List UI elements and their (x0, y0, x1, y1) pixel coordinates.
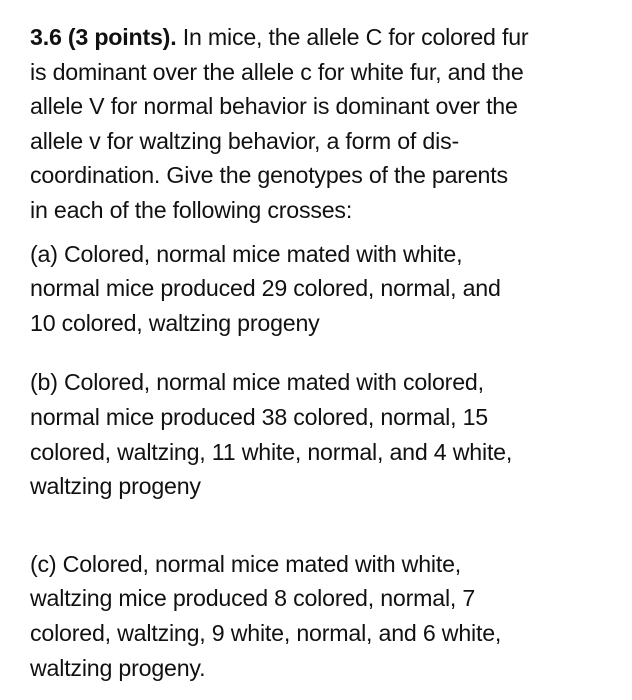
part-c-line-4: waltzing progeny. (30, 654, 206, 681)
part-c (30, 547, 615, 685)
part-a-line-2: normal mice produced 29 colored, normal, and (30, 275, 501, 302)
intro-line-4: allele v for waltzing behavior, a form of dis- (30, 127, 459, 154)
part-a-line-3: 10 colored, waltzing progeny (30, 309, 320, 336)
intro-line-6: in each of the following crosses: (30, 196, 353, 223)
intro-line-1 (30, 20, 615, 55)
part-c-line-1: (c) Colored, normal mice mated with white, (30, 550, 462, 577)
part-b-line-1: (b) Colored, normal mice mated with colored, (30, 369, 484, 396)
intro-line-3: allele V for normal behavior is dominant over the (30, 93, 518, 120)
part-c-line-3: colored, waltzing, 9 white, normal, and 6 white, (30, 619, 502, 646)
intro-line-5: coordination. Give the genotypes of the parents (30, 162, 508, 189)
part-c-line-2: waltzing mice produced 8 colored, normal, 7 (30, 585, 476, 612)
part-b-line-4: waltzing progeny (30, 473, 201, 500)
problem-intro (30, 20, 615, 228)
part-b-line-2: normal mice produced 38 colored, normal, 15 (30, 403, 488, 430)
part-b-line-3: colored, waltzing, 11 white, normal, and 4 white, (30, 438, 513, 465)
problem-text (30, 20, 615, 685)
problem-number: 3.6 (3 points). (30, 24, 177, 50)
part-b (30, 365, 615, 503)
intro-line-1-text: In mice, the allele C for colored fur (176, 24, 529, 50)
part-a (30, 237, 615, 341)
part-a-line-1: (a) Colored, normal mice mated with white, (30, 240, 463, 267)
intro-line-2: is dominant over the allele c for white fur, and the (30, 58, 524, 85)
